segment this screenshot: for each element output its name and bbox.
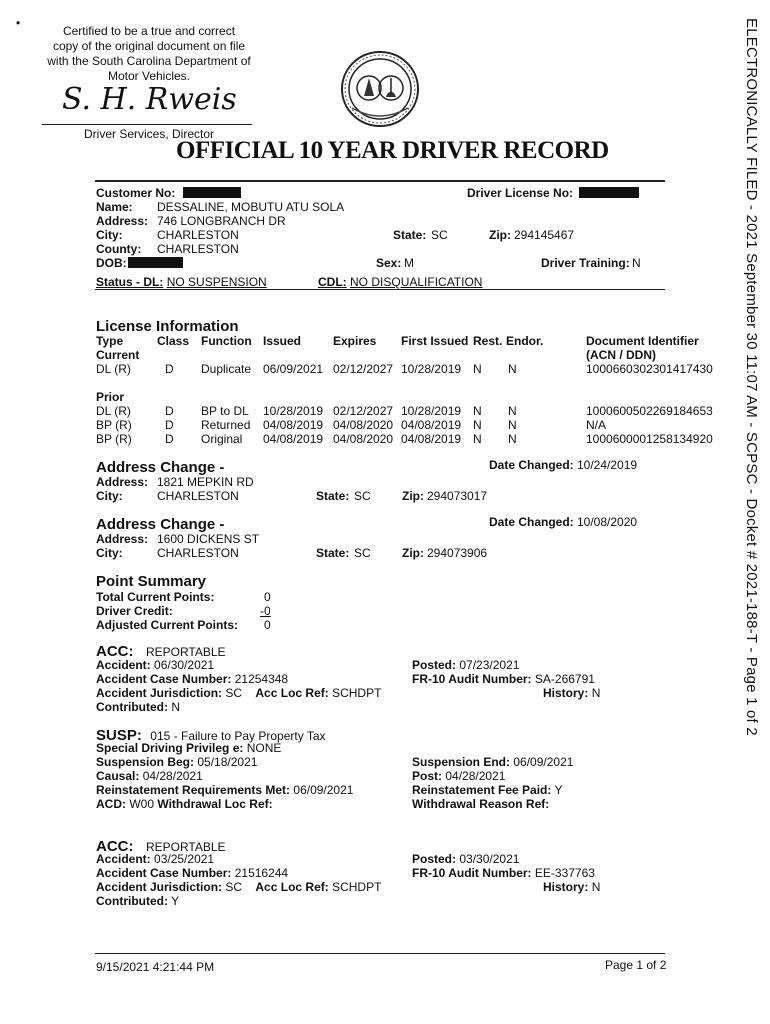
- date-changed-label: Date Changed:: [489, 458, 574, 472]
- customer-address: 746 LONGBRANCH DR: [157, 214, 286, 228]
- address-label: Address:: [96, 214, 149, 228]
- sex-label: Sex:: [376, 256, 402, 270]
- cell-issued: 04/08/2019: [263, 418, 324, 432]
- susp-causal: [96, 769, 203, 783]
- jurisdiction-label: Accident Jurisdiction:: [96, 686, 223, 700]
- acc2-history: [543, 880, 600, 894]
- cell-issued: 06/09/2021: [263, 362, 324, 376]
- driver-license-label: Driver License No:: [467, 186, 574, 200]
- driver-training-label: Driver Training:: [541, 256, 630, 270]
- state-label: State:: [316, 546, 350, 560]
- cell-expires: 02/12/2027: [333, 404, 394, 418]
- driver-credit-value: -0: [260, 604, 271, 618]
- acc1-accident: [96, 658, 214, 672]
- cell-endor: N: [508, 404, 517, 418]
- address-label: Address:: [96, 532, 149, 546]
- special-label: Special Driving Privileg e:: [96, 741, 244, 755]
- posted-label: Posted:: [412, 852, 457, 866]
- locref-label: Acc Loc Ref:: [255, 686, 329, 700]
- footer-page-number: Page 1 of 2: [605, 958, 667, 972]
- zip-label: Zip:: [402, 489, 424, 503]
- cell-type: BP (R): [96, 432, 132, 446]
- certification-line: Motor Vehicles.: [107, 69, 191, 83]
- customer-county: CHARLESTON: [157, 242, 239, 256]
- acc2-case: [96, 866, 288, 880]
- footer-timestamp: 9/15/2021 4:21:44 PM: [96, 960, 215, 974]
- posted-value: 07/23/2021: [459, 658, 520, 672]
- certification-line: with the South Carolina Department of: [47, 54, 251, 68]
- certification-line: Certified to be a true and correct: [62, 24, 236, 38]
- cdl-line: [318, 275, 482, 289]
- cell-function: Returned: [201, 418, 251, 432]
- case-label: Accident Case Number:: [96, 672, 232, 686]
- date-changed-value: 10/08/2020: [577, 515, 638, 529]
- history-value: N: [591, 880, 601, 894]
- date-changed-label: Date Changed:: [489, 515, 574, 529]
- col-acn: (ACN / DDN): [586, 348, 656, 362]
- contributed-label: Contributed:: [96, 894, 168, 908]
- date-changed-value: 10/24/2019: [577, 458, 638, 472]
- address-change-heading: Address Change -: [96, 516, 225, 533]
- customer-no-label: Customer No:: [96, 186, 176, 200]
- susp-reinstatement: [96, 783, 353, 797]
- col-class: Class: [157, 334, 190, 348]
- status-rule: [95, 289, 665, 290]
- cell-endor: N: [508, 418, 517, 432]
- acc2-fr10: [412, 866, 595, 880]
- signature-text: S. H. Rweis: [62, 82, 237, 117]
- redacted-license-no: [579, 187, 639, 198]
- suspension-beg-value: 05/18/2021: [197, 755, 258, 769]
- adjusted-points-value: 0: [264, 618, 271, 632]
- cell-first-issued: 10/28/2019: [401, 362, 462, 376]
- accident-label: Accident:: [96, 658, 151, 672]
- state-label: State:: [316, 489, 350, 503]
- susp-code: SUSP:: [96, 727, 142, 744]
- county-label: County:: [96, 242, 142, 256]
- col-type: Type: [96, 334, 124, 348]
- state-value: SC: [354, 489, 371, 503]
- redacted-dob: [128, 257, 183, 268]
- reinstatement-value: 06/09/2021: [293, 783, 354, 797]
- susp-post: [412, 769, 505, 783]
- acc1-jurisdiction: [96, 686, 381, 700]
- city-label: City:: [96, 546, 123, 560]
- post-value: 04/28/2021: [445, 769, 506, 783]
- cell-endor: N: [508, 432, 517, 446]
- causal-value: 04/28/2021: [142, 769, 203, 783]
- zip-label: Zip:: [489, 228, 511, 242]
- col-endor: Endor.: [506, 334, 544, 348]
- customer-zip: 294145467: [514, 228, 575, 242]
- cell-type: BP (R): [96, 418, 132, 432]
- corner-mark: •: [16, 16, 21, 30]
- susp-beg: [96, 755, 257, 769]
- acc1-contributed: [96, 700, 180, 714]
- acd-value: W00: [129, 797, 155, 811]
- cell-rest: N: [473, 362, 482, 376]
- acc2-accident: [96, 852, 214, 866]
- city-value: CHARLESTON: [157, 489, 239, 503]
- cell-expires: 04/08/2020: [333, 432, 394, 446]
- locref-label: Acc Loc Ref:: [255, 880, 329, 894]
- susp-special: [96, 741, 281, 755]
- acc-code: ACC:: [96, 838, 134, 855]
- fr10-value: EE-337763: [534, 866, 595, 880]
- cell-class: D: [165, 418, 174, 432]
- cell-first-issued: 04/08/2019: [401, 418, 462, 432]
- customer-name: DESSALINE, MOBUTU ATU SOLA: [157, 200, 345, 214]
- col-rest: Rest.: [473, 334, 503, 348]
- page-title: OFFICIAL 10 YEAR DRIVER RECORD: [176, 137, 609, 164]
- cell-issued: 04/08/2019: [263, 432, 324, 446]
- cell-doc-id: 1000660302301417430: [586, 362, 713, 376]
- withdrawal-loc-label: Withdrawal Loc Ref:: [157, 797, 273, 811]
- acc-type: REPORTABLE: [145, 645, 226, 659]
- cell-class: D: [165, 404, 174, 418]
- customer-sex: M: [404, 256, 414, 270]
- cell-issued: 10/28/2019: [263, 404, 324, 418]
- redacted-customer-no: [183, 187, 241, 198]
- total-points-value: 0: [264, 590, 271, 604]
- zip-value: 294073017: [427, 489, 488, 503]
- state-value: SC: [354, 546, 371, 560]
- reinstatement-label: Reinstatement Requirements Met:: [96, 783, 291, 797]
- adjusted-points-label: Adjusted Current Points:: [96, 618, 239, 632]
- jurisdiction-value: SC: [225, 880, 243, 894]
- cell-doc-id: 1000600001258134920: [586, 432, 713, 446]
- driver-credit-label: Driver Credit:: [96, 604, 173, 618]
- case-number: 21254348: [234, 672, 289, 686]
- accident-date: 03/25/2021: [154, 852, 215, 866]
- total-points-label: Total Current Points:: [96, 590, 215, 604]
- susp-acd: [96, 797, 273, 811]
- withdrawal-reason-label: Withdrawal Reason Ref:: [412, 797, 550, 811]
- acc1-case: [96, 672, 288, 686]
- susp-end: [412, 755, 573, 769]
- cell-doc-id: N/A: [586, 418, 607, 432]
- cell-expires: 02/12/2027: [333, 362, 394, 376]
- address-value: 1821 MEPKIN RD: [157, 475, 254, 489]
- address-value: 1600 DICKENS ST: [157, 532, 260, 546]
- fr10-label: FR-10 Audit Number:: [412, 672, 532, 686]
- address-change-heading: Address Change -: [96, 459, 225, 476]
- case-number: 21516244: [234, 866, 289, 880]
- jurisdiction-value: SC: [225, 686, 243, 700]
- cell-class: D: [165, 432, 174, 446]
- status-label: Status - DL:: [96, 275, 164, 289]
- header-rule: [95, 180, 665, 182]
- point-summary-heading: Point Summary: [96, 573, 207, 590]
- cell-rest: N: [473, 404, 482, 418]
- status-value: NO SUSPENSION: [166, 275, 267, 289]
- suspension-beg-label: Suspension Beg:: [96, 755, 195, 769]
- cell-class: D: [165, 362, 174, 376]
- cdl-value: NO DISQUALIFICATION: [350, 275, 483, 289]
- cell-function: BP to DL: [201, 404, 249, 418]
- footer-rule: [95, 953, 665, 954]
- causal-label: Causal:: [96, 769, 140, 783]
- cdl-label: CDL:: [318, 275, 347, 289]
- fr10-label: FR-10 Audit Number:: [412, 866, 532, 880]
- name-label: Name:: [96, 200, 133, 214]
- city-label: City:: [96, 489, 123, 503]
- col-first-issued: First Issued: [401, 334, 469, 348]
- zip-value: 294073906: [427, 546, 488, 560]
- col-expires: Expires: [333, 334, 377, 348]
- special-value: NONE: [246, 741, 282, 755]
- fee-label: Reinstatement Fee Paid:: [412, 783, 552, 797]
- col-function: Function: [201, 334, 252, 348]
- acc1-history: [543, 686, 600, 700]
- cell-first-issued: 04/08/2019: [401, 432, 462, 446]
- suspension-end-label: Suspension End:: [412, 755, 511, 769]
- cell-rest: N: [473, 418, 482, 432]
- cell-expires: 04/08/2020: [333, 418, 394, 432]
- col-issued: Issued: [263, 334, 302, 348]
- license-heading: License Information: [96, 318, 239, 335]
- locref-value: SCHDPT: [332, 686, 382, 700]
- zip-label: Zip:: [402, 546, 424, 560]
- susp-fee: [412, 783, 563, 797]
- susp-type: 015 - Failure to Pay Property Tax: [150, 729, 326, 743]
- electronic-filing-stamp: ELECTRONICALLY FILED - 2021 September 30 11:07 AM - SCPSC - Docket # 2021-188-T - Page 1 of 2: [743, 18, 760, 736]
- state-seal-icon: [340, 50, 420, 128]
- acc-code: ACC:: [96, 643, 134, 660]
- case-label: Accident Case Number:: [96, 866, 232, 880]
- acc2-jurisdiction: [96, 880, 381, 894]
- acd-label: ACD:: [96, 797, 126, 811]
- acc2-posted: [412, 852, 519, 866]
- signer-title: Driver Services, Director: [84, 127, 215, 141]
- accident-label: Accident:: [96, 852, 151, 866]
- history-value: N: [591, 686, 601, 700]
- dob-label: DOB:: [96, 256, 127, 270]
- driver-training-value: N: [632, 256, 641, 270]
- locref-value: SCHDPT: [332, 880, 382, 894]
- signature: [62, 82, 237, 117]
- city-value: CHARLESTON: [157, 546, 239, 560]
- cell-endor: N: [508, 362, 517, 376]
- acc2-contributed: [96, 894, 179, 908]
- fee-value: Y: [554, 783, 563, 797]
- accident-date: 06/30/2021: [154, 658, 215, 672]
- cell-type: DL (R): [96, 362, 131, 376]
- posted-label: Posted:: [412, 658, 457, 672]
- signature-line: [42, 124, 252, 125]
- history-label: History:: [543, 686, 589, 700]
- cell-first-issued: 10/28/2019: [401, 404, 462, 418]
- current-label: Current: [96, 348, 140, 362]
- address-label: Address:: [96, 475, 149, 489]
- status-line: [96, 275, 267, 289]
- cell-doc-id: 1000600502269184653: [586, 404, 713, 418]
- history-label: History:: [543, 880, 589, 894]
- posted-value: 03/30/2021: [459, 852, 520, 866]
- prior-label: Prior: [96, 390, 125, 404]
- acc1-fr10: [412, 672, 595, 686]
- fr10-value: SA-266791: [534, 672, 595, 686]
- contributed-value: Y: [171, 894, 180, 908]
- customer-state: SC: [431, 228, 448, 242]
- cell-function: Original: [201, 432, 243, 446]
- acc1-posted: [412, 658, 519, 672]
- acc-type: REPORTABLE: [145, 840, 226, 854]
- cell-type: DL (R): [96, 404, 131, 418]
- certification-line: copy of the original document on file: [52, 39, 246, 53]
- jurisdiction-label: Accident Jurisdiction:: [96, 880, 223, 894]
- col-doc-id: Document Identifier: [586, 334, 699, 348]
- certification-block: [38, 24, 260, 84]
- post-label: Post:: [412, 769, 442, 783]
- cell-function: Duplicate: [201, 362, 252, 376]
- contributed-value: N: [171, 700, 180, 714]
- city-label: City:: [96, 228, 123, 242]
- state-label: State:: [393, 228, 427, 242]
- cell-rest: N: [473, 432, 482, 446]
- customer-city: CHARLESTON: [157, 228, 239, 242]
- suspension-end-value: 06/09/2021: [513, 755, 574, 769]
- contributed-label: Contributed:: [96, 700, 168, 714]
